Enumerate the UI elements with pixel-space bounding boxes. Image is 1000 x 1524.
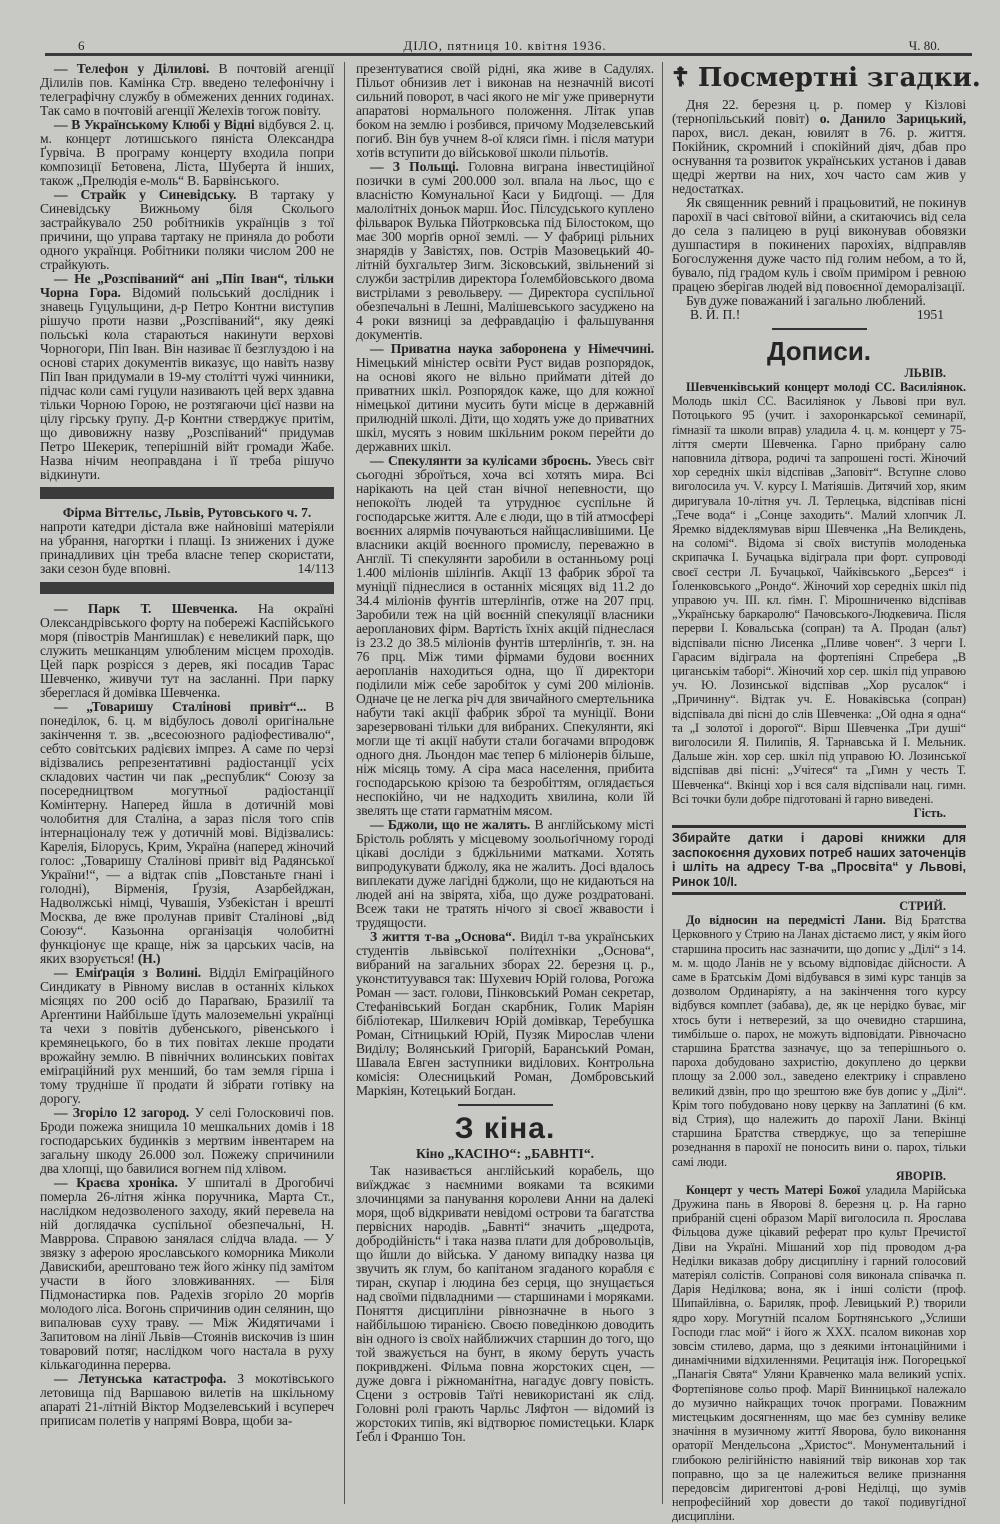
- section-heading-dopysy: Дописи.: [766, 336, 872, 366]
- report: [672, 380, 966, 806]
- column-2: [356, 62, 654, 1444]
- section-rule: [772, 328, 867, 330]
- obituary-paragraph: Був дуже поважаний і загально люблений.: [686, 293, 926, 308]
- film-title: Кіно „КАСІНО“: „БАВНТІ“.: [415, 1146, 595, 1161]
- article-body: У шпиталі в Дрогобичі померла 26-літня жінка поручника, Марта Ст., наслідком недозволеного заходу, який перевела на ній доглядачка суспільної обезпечальні, Н. Мавррова. Справою занялася слідча влада. — У звязку з аферою ярославського коморника Миколи Давискиби, арештовано теж його жінку під замітом участи в його зловживаннях. — Біля Підмонастирка пов. Радехів згоріло 20 морґів молодого ліса. Вогонь спричинив один селянин, що випалював суху траву. — Між Жидятичами і Запитовом на лінії Львів—Стоянів вискочив із шин товаровий потяг, наслідком чого настала в руху кількагодинна перерва.: [40, 1175, 334, 1372]
- article-title: — Парк Т. Шевченка.: [54, 601, 238, 616]
- article-title: — Бджоли, що не жалять.: [370, 817, 531, 832]
- article-continuation: презентуватися своїй рідні, яка живе в Садулях. Пільот обнизив лет і виконав на незначній висоті сильний поворот, в часі якого не міг уже привернути апаратові нормального положення. Літак упав боком на землю і розбився, причому Модзелевський погиб. Він був учнем 8-ої кляси ґімн. і після матури хотів вступити до військової школи пільотів.: [356, 61, 654, 160]
- article-body: У селі Голосковичі пов. Броди пожежа знищила 10 мешкальних домів і 18 господарських будинків з мертвим інвентарем на загальну шкоду 26.000 зол. Пожежу спричинили два хлопці, що бавилися вогнем під хлівом.: [40, 1105, 334, 1176]
- report: [672, 913, 966, 1169]
- ad-title: Фірма Віттельс, Львів, Рутовського ч. 7.: [62, 505, 312, 520]
- deceased-name: о. Данило Зарицький,: [819, 111, 967, 126]
- article-title: — Не „Розспіваний“ ані „Піп Іван“, тільки Чорна Гора.: [40, 271, 334, 300]
- report-body: Молодь шкіл СС. Василіянок у Львові при вул. Потоцького 95 (учит. і захоронкарської семинарії, ґімназії та школи вправ) уладила 4. ц. м. концерт у 75-ліття смерти Шевченка. Гарно прибрану салю наповнила дітвора, родичі та запрошені гості. Жіночий хор середніх шкіл відспівав „Заповіт“. Вступне слово виголосила уч. V. курсу І. Матіяшів. Дитячий хор, яким диригувала 10-літня уч. Л. Терлецька, відспівав пісні „Тече вода“ і „Сонце заходить“. Малий хлопчик Л. Яремко віддеклямував вірш Шевченка „На Великдень, на соломі“. Відома зі своїх виступів молоденька скрипачка І. Бучацька відіграла при форт. супроводі своєї сестри Л. Бучацької, Чайківського „Берсез“ і Ґоленковського „Рондо“. Жіночий хор середніх шкіл під управою уч. III. кл. ґімн. Г. Мірошниченко відспівав „Українську баркаролю“ Пачовського-Людкевича. Після перерви І. Ковальська (сопран) та А. Продан (альт) відспівали пісню Лисенка „Пливе човен“. З черги І. Гарасим відіграла на фортепіяні Спребера „В циганськім таборі“. Жіночий хор сер. шкіл під управою уч. Ю. Лозинської відспівав „Хор русалок“ і „Причинну“. Відтак уч. Е. Новаківська (сопран) відспівала дві пісні до слів Шевченка: „Ой одна я одна“ та „І золотої і дорогої“. Вірш Шевченка „Три душі“ виголосили Я. Пилипів, Я. Тарнавська й І. Мельник. Дальше жін. хор сер. шкіл під управою Ю. Лозинської відспівав дві пісні: „Учітеся“ та „Гимн у честь Т. Шевченка“. Вкінці хор і вся саля відспівали нац. гимн. Всі точки були добре підготовані й гарно виведені.: [672, 394, 966, 806]
- article: [40, 602, 334, 700]
- report-body: Від Братства Церковного у Стрию на Ланах дістаємо лист, у якім його старшина просить нас зазначити, що допис у „Ділі“ з 14. м. м. щодо Ланів не у всьому відповідає дійсности. А саме в Братськім Домі відбувався в зимі курс танців за дозволом Ординаріяту, а на закінчення того курсу відбувся комплет (забава), де, як це нерідко буває, міг хтось бути і нетверезий, за що очевидно старшина, тимбільше о. парох, не можуть відповідати. Рівночасно старшина Братства зазначує, що за теперішнього о. пароха добудовано захристію, докуплено до церкви площу за 2.000 зол., заведено електрику і справлено великий дзвін, про що зрештою вже був допис у „Ділі“. Крім того побудовано нову церкву на Заплатині (6 км. від Стрия), що належить до парохії Лани. Вкінці старшина Братства стверджує, що за теперішне розеднання в парохії не поносить вини о. парох, тільки самі люди.: [672, 913, 967, 1169]
- section-heading-kino: З кіна.: [454, 1112, 556, 1145]
- article-body: В понеділок, 6. ц. м відбулось доволі оригінальне закінчення т. зв. „всесоюзного радіофестивалю“, себто совітських радієвих імпрез. А саме по черзі відізвались репрезентативні радіостанції усіх складових частин чи пак „республик“ Союзу за посередництвом могутньої радіостанції Комінтерну. Наперед йшла в дотичній мові чолобитня для Сталіна, а зараз після того спів інтернаціоналу теж у дотичній мові. Відізвались: Карелія, Білорусь, Крим, Україна (наперед жіночий голос: „Товаришу Сталінові привіт від Радянської України!“, — а відтак спів „Повстаньте гнані і голодні), Вірменія, Ґрузія, Азарбейджан, Надволжські німці, Чувашія, Узбекістан і врешті Москва, де вже пролунав привіт Сталінові „від Союзу“. Казьонна організація чолобитні функціонує ще краще, ніж за царських часів, на яких взорується!: [40, 699, 334, 966]
- obituary-code: 1951: [916, 307, 944, 322]
- article-body: На окраїні Олександрівського форту на побережі Каспійського моря (півострів Манґишлак) є невеликий парк, що служить мешканцям улюбленим місцем проходів. Цей парк розрісся з дерев, які посадив Тарас Шевченко, живучи тут на засланні. При парку збереглася й домівка Шевченка.: [40, 601, 334, 700]
- article: [40, 700, 334, 966]
- ad-border-bar: [40, 582, 334, 594]
- article: [40, 62, 334, 118]
- notice-text: Збирайте датки і дарові книжки для заспокоєння духових потреб наших заточенців і шліть на адресу Т-ва „Просвіта“ у Львові, Ринок 10/I.: [672, 831, 966, 889]
- article: [356, 930, 654, 1098]
- article-body: відбувся 2. ц. м. концерт лотишського пяніста Олександра Ґурвіча. В програму концерту входила попри композиції Бетовена, Ліста, Шуберта й інших, також „Прелюдія е-моль“ В. Барвінського.: [40, 117, 335, 188]
- article-body: Головна виграна інвестиційної позички в сумі 200.000 зол. впала на льос, що є власністю Комунальної Каси у Бидґощі. — Для малолітніх доньок марш. Йос. Пілсудського куплено фільварок Вулька Пйотрковська під Білостоком, що має 300 морґів орної землі. — У фабриці рільних знарядів у Завістях, пов. Острів Мазовецький 40-літній бухгальтер Зигм. Зісковський, звільнений зі служби застрілив директора Ґолембйовського двома вистрілами з револьверу. — Директора суспільної обезпечальні в Лешні, Малішевського засуджено на 4 роки вязниці за дефравдацію і фальшування документів.: [356, 159, 654, 342]
- report-body: уладила Марійська Дружина пань в Яворові 8. березня ц. р. На гарно прибраній сцені образом Марії виголосила п. Ярослава Фільцова дуже цікавий реферат про культ Пречистої Діви на Україні. Мішаний хор під проводом д-ра Неділки виказав добру дисципліну і гарний голосовий матеріял солістів. Сопранові соля виконала співачка п. Дарія Неділкова; вона, як і інші солісти (проф. Шипайлівна, о. Бариляк, проф. Левицький Р.) творили ядро хору. Могутній псалом Бортнянського „Услиши Господи глас мой“ і його ж XXX. псалом виконав хор зовсім стилево, дарма, що з деякими інтонаційними і динамічними відхиленнями. Рецитація інж. Погорецької „Панагія Свята“ Уляни Кравченко мала великий успіх. Фортепіянове сольо проф. Марії Винницької належало до музично найкращих точок програми. Поважним мистецьким досягненням, що має без сумніву велике значіння в музичному життї Яворова, було виконання ораторії Мендельсона „Христос“. Монументальний і глибокою релігійністю навіяний твір виконав хор так поправно, що за це належиться велике признання передовсім диригентові д-рові Неділці, що зумів непрофесійний хор довести до такої подивугідної дисципліни.: [672, 1182, 966, 1524]
- article-title: — Телефон у Ділилові.: [54, 61, 210, 76]
- article-body: Відомий польський дослідник і знавець Гуцульщини, д-р Петро Контни виступив рішучо проти назви „Розспіваний“, яку деякі польські кола стараються накинути верхові Чорногори, Піп Іван. Він називає її безглуздою і на основі старих документів виказує, що навіть назву Піп Іван придумали в 19-му столітті чужі чинники, підчас коли самі гуцули називають цей верх здавна тільки Чорною Горою, не розтягаючи цієї назви на цілу гірську ґрупу. Д-р Контни стверджує притім, що дивовижну назву „Розспіваний“ придумав Петро Шекерик, теперішній війт громади Жабе. Назва нічим неоправдана і її треба рішучо відкинути.: [40, 285, 334, 482]
- report-title: Концерт у честь Матері Божої: [686, 1182, 861, 1197]
- article: [356, 818, 654, 930]
- dateline-yavoriv: ЯВОРІВ.: [895, 1168, 946, 1183]
- article-body: В тартаку у Синевідську Вижньому біля Сколього застрайкувало 250 робітників українців з тої причини, що управа тартаку не приняла до роботи одного українця. Робітники поляки числом 200 не страйкують.: [40, 187, 334, 272]
- column-3: [672, 62, 981, 1524]
- article-title: — З Польщі.: [370, 159, 459, 174]
- article: [356, 342, 654, 454]
- article: [40, 1106, 334, 1176]
- report-signature: Гість.: [913, 806, 946, 821]
- obituary-text: парох, висл. декан, ювилят в 76. р. життя. Покійник, скромний і спокійний діяч, дбав про оснування та розвиток українських установ і давав щедрі жертви на них, хоч часто сам жив у недостатках.: [672, 125, 966, 196]
- ad-code: 14/113: [297, 561, 334, 576]
- article-signature: (Н.): [134, 951, 161, 966]
- ad-body: [40, 520, 334, 576]
- article-title: — Страйк у Синевідську.: [54, 187, 237, 202]
- article-body: В почтовій агенції Ділилів пов. Камінка Стр. введено телефонічну і телеграфічну службу в обмежених денних годинах. Так само в почтовій агенції Желехів тогож повіту.: [40, 61, 334, 118]
- obituary-paragraph: Як священник ревний і працьовитий, не покинув парохії в часі світової війни, а скитаючись від села до села з палицею в руці виконував обовязки душпастиря в покинених парохіях, відправляв Богослуження дуже часто під голим небом, а то й, бувало, під градом куль і своїм приміром і ревною працею зберігав людей від повоєнної деморалізації.: [672, 195, 966, 294]
- article-body: Виділ т-ва українських студентів львівської політехніки „Основа“, вибраний на загальних зборах 22. березня ц. р., уконституувався так: Шухевич Юрій голова, Рогожа Роман — заст. голови, Пінковський Роман секретар, Стефанівський Богдан скарбник, Голик Маріян бібліотекар, Шилкевич Юрій домівкар, Теребушка Роман, Сітницький Юрій, Пузяк Мирослав члени Виділу; Волянський Григорій, Баранський Роман, Шавала Евген заступники виділових. Контрольна комісія: Олесницький Роман, Домбровський Маркіян, Котецький Богдан.: [356, 929, 654, 1098]
- article-title: З життя т-ва „Основа“.: [370, 929, 516, 944]
- article: [40, 1372, 334, 1428]
- obituary-initials: В. Й. П.!: [690, 307, 741, 322]
- article-title: — Летунська катастрофа.: [54, 1371, 227, 1386]
- report-title: Шевченківський концерт молоді СС. Василіянок.: [686, 380, 966, 394]
- page-header: [40, 38, 970, 54]
- report: [672, 1183, 966, 1524]
- column-1: [40, 62, 334, 1428]
- dateline-stryi: СТРИЙ.: [899, 899, 946, 914]
- obituary-text: Дня 22. березня ц. р. помер у Кізлові (тернопільський повіт): [672, 97, 966, 126]
- notice-box: [672, 825, 966, 895]
- film-review: Так називається англійський корабель, що виїжджає з наємними вояками та всякими злочинцями за панування королеви Анни на далекі моря, щоб відкривати невідомі острови та багатства первісних народів. „Бавнті“ значить „щедрота, добродійність“ і така назва плати для добровольців, що йшли до війська. У даному випадку назва ця звучить як глум, бо капітаном згаданого корабля є тиран, скупар і людина без серця, що знущається над своїми підвладними — старшинами і моряками. Поняття дисципліни рівнозначне в нього з найбільшою тиранією. Своєю поведінкою доводить він одного із своїх найближчих старшин до того, що той зважується на бунт, в якому беруть участь покривджені. Фільма повна жорстоких сцен, — дуже довга і ріжноманітна, нагадує довгу повість. Сцени з островів Таїті невикористані як слід. Головні ролі грають Чарльс Ляфтон — відомий із жорстоких типів, які відтворює помистецьки. Кларк Ґебл і Франшо Тон.: [356, 1163, 654, 1444]
- article-body: Відділ Еміґраційного Синдикату в Рівному вислав в останніх кількох місяцях по 200 осіб до Параґваю, Бразилії та Арґентини Найбільше їдуть малоземельні українці та чехи з повітів дубенського, рівенського і кремянецького, бо в тих повітах лекше продати врожайну землю. В північних волинських повітах еміґраційний рух менший, бо там земля гірша і тому трудніше її продати й зібрати готівку на дорогу.: [40, 965, 335, 1106]
- article-title: — В Українському Клюбі у Відні: [54, 117, 255, 132]
- ad-text: напроти катедри дістала вже найновіші матеріяли на убрання, нагортки і плащі. Із знижених і дуже принадливих цін треба власне тепер скористати, заки сезон буде вповні.: [40, 519, 334, 576]
- section-rule: [458, 1104, 553, 1106]
- article-title: — „Товаришу Сталінові привіт“...: [54, 699, 307, 714]
- header-rule: [45, 53, 972, 56]
- article: [40, 966, 334, 1106]
- article: [40, 272, 334, 482]
- article-title: — Краєва хроніка.: [54, 1175, 178, 1190]
- article-title: — Згоріло 12 загород.: [54, 1105, 190, 1120]
- article-body: З мокотівського летовища під Варшавою вилетів на шкільному апараті 21-літній Віктор Модзелевський і всупереч приписам полетів у напрямі Вовра, щоби за-: [40, 1371, 334, 1428]
- article-body: Увесь світ сьогодні зброїться, хоча всі хотять мира. Всі нарікають на цей стан вічної непевности, що непокоїть людей та утруднює суспільне й господарське життя. Але є люди, що в тій атмосфері воєнних алярмів почуваються найщасливішими. Це власники акцій воєнного промислу, переважно в Англії. Ті спекулянти заробили в останньому році 1.400 міліонів шілінґів. Акції 13 фабрик зброї та муніції піднеслися в останніх місяцях від 11.2 до 34.4 міліонів фунтів штерлінґів, отже на 207 прц. Заробили теж на цій воєнній спекуляції власники аеропланових фірм. Вартість їхніх акцій піднеслася із 23.2 до 38.5 міліонів фунтів штерлінґів, т. зн. на 76 прц. Між тими фірмами будови воєнних аеропланів находиться одна, що її директори поділили між себе заробіток у сумі 200 міліонів. Одначе це не легка річ для звичайного смертельника набути такі акції фабрик зброї та муніції. Вони зарезервовані тільки для вибраних. Спекулянти, які могли ще ті акції набути стали богачами впродовж одного дня. Льондон має тепер 6 міліонерів більше, ніж місяць тому. А сіра маса населення, прибита господарською крізою та безробіттям, оглядається неспокійно, чи не надходить хвилина, коли їй звелять ще стати гарматнім мясом.: [356, 453, 654, 818]
- article-title: — Приватна наука заборонена у Німеччині.: [370, 341, 654, 356]
- article-body: Німецький міністер освіти Руст видав розпорядок, на основі якого не вільно приймати дітей до приватних шкіл. Розпорядок каже, що для кожної німецької дитини мусить бути місце в державній прилюдній школі. Діти, що ходять уже до приватних шкіл, мусять з новим шкільним роком перейти до державних шкіл.: [356, 355, 654, 454]
- column-divider: [344, 62, 345, 1504]
- dateline-lviv: ЛЬВІВ.: [904, 366, 946, 380]
- advertisement: [40, 505, 334, 576]
- article-title: — Спекулянти за кулісами зброєнь.: [370, 453, 592, 468]
- article: [356, 454, 654, 818]
- article: [40, 188, 334, 272]
- obituary-signature: [672, 308, 966, 322]
- article-body: В англійському місті Брістоль роблять у місцевому зоольоґічному городі цікаві досліди з бджільними матками. Хотять випродукувати бджолу, яка не жалить. Досі вдалось виплекати дуже лагідні бджоли, що не кидаються на людей ані на звірята, хіба, що дуже роздратовані. Всеж таки не тратять нічого зі своєї жвавости і трудящости.: [356, 817, 655, 930]
- correspondence: [672, 366, 966, 1524]
- article: [40, 1176, 334, 1372]
- article: [40, 118, 334, 188]
- article-title: — Еміґрація з Волині.: [54, 965, 202, 980]
- column-divider: [662, 62, 663, 1504]
- issue-number: Ч. 80.: [908, 38, 940, 53]
- obituaries-heading: ☦ Посмертні згадки.: [672, 63, 981, 93]
- ad-border-bar: [40, 487, 334, 499]
- page-number: 6: [78, 38, 85, 53]
- obituary-paragraph: [672, 98, 966, 196]
- article: [356, 160, 654, 342]
- report-title: До відносин на передмісті Лани.: [686, 913, 886, 928]
- masthead: ДІЛО, пятниця 10. квітня 1936.: [403, 38, 607, 53]
